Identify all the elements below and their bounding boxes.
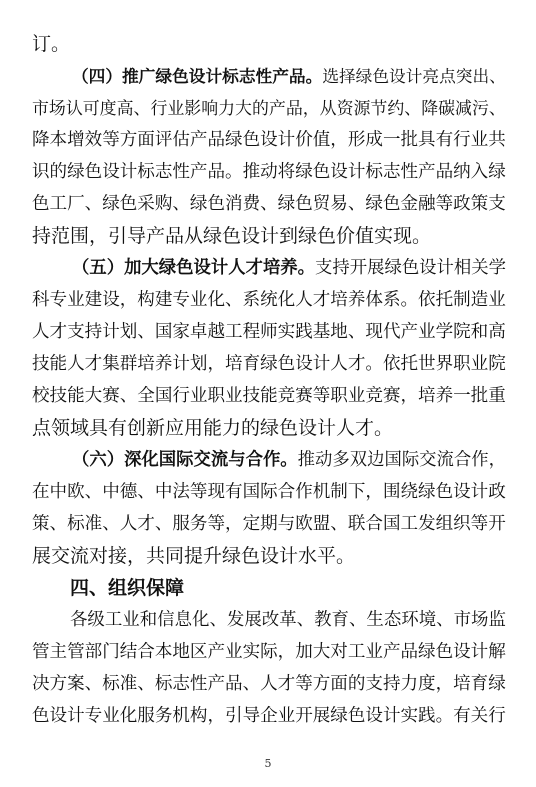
section-heading: 四、组织保障: [70, 577, 185, 599]
line-text: 展交流对接，共同提升绿色设计水平。: [32, 545, 356, 567]
line-text: 各级工业和信息化、发展改革、教育、生态环境、市场监: [70, 610, 506, 630]
paragraph-line: [0, 156, 536, 188]
paragraph-line: [0, 636, 536, 668]
line-text: 策、标准、人才、服务等，定期与欧盟、联合国工发组织等开: [32, 514, 506, 534]
subsection-heading: （五）加大绿色设计人才培养。: [72, 258, 316, 278]
paragraph-line: [0, 668, 536, 700]
line-text: 识的绿色设计标志性产品。推动将绿色设计标志性产品纳入绿: [32, 162, 506, 182]
paragraph-line: [0, 252, 536, 284]
paragraph-line: [0, 92, 536, 124]
line-text: 点领域具有创新应用能力的绿色设计人才。: [32, 417, 394, 439]
line-text: 管主管部门结合本地区产业实际，加大对工业产品绿色设计解: [32, 642, 506, 662]
line-text: 降本增效等方面评估产品绿色设计价值，形成一批具有行业共: [32, 130, 506, 150]
paragraph-line: [0, 604, 536, 636]
line-text: 决方案、标准、标志性产品、人才等方面的支持力度，培育绿: [32, 674, 506, 694]
line-text: 推动多双边国际交流合作，: [297, 450, 506, 470]
paragraph-line: [0, 284, 536, 316]
line-text: 科专业建设，构建专业化、系统化人才培养体系。依托制造业: [32, 290, 506, 310]
subsection-heading: （六）深化国际交流与合作。: [72, 450, 298, 470]
paragraph-line: [0, 124, 536, 156]
line-text: 选择绿色设计亮点突出、: [322, 67, 506, 86]
paragraph-line: [0, 28, 536, 60]
paragraph-line: [0, 60, 536, 92]
line-text: 订。: [32, 33, 71, 55]
line-text: 色设计专业化服务机构，引导企业开展绿色设计实践。有关行: [32, 706, 506, 726]
line-text: 色工厂、绿色采购、绿色消费、绿色贸易、绿色金融等政策支: [32, 194, 506, 214]
subsection-heading: （四）推广绿色设计标志性产品。: [72, 66, 323, 86]
paragraph-line: [0, 540, 536, 572]
paragraph-line: [0, 188, 536, 220]
line-text: 在中欧、中德、中法等现有国际合作机制下，围绕绿色设计政: [32, 482, 506, 502]
paragraph-line: [0, 412, 536, 444]
line-text: 持范围，引导产品从绿色设计到绿色价值实现。: [32, 225, 432, 247]
line-text: 人才支持计划、国家卓越工程师实践基地、现代产业学院和高: [32, 322, 506, 342]
line-text: 技能人才集群培养计划，培育绿色设计人才。依托世界职业院: [32, 354, 506, 374]
paragraph-line: [0, 508, 536, 540]
paragraph-line: [0, 572, 536, 604]
paragraph-line: [0, 444, 536, 476]
paragraph-line: [0, 700, 536, 732]
paragraph-line: [0, 316, 536, 348]
page-number: 5: [264, 757, 272, 770]
paragraph-line: [0, 348, 536, 380]
line-text: 校技能大赛、全国行业职业技能竞赛等职业竞赛，培养一批重: [32, 386, 506, 406]
line-text: 支持开展绿色设计相关学: [315, 258, 506, 278]
paragraph-line: [0, 220, 536, 252]
paragraph-line: [0, 380, 536, 412]
paragraph-line: [0, 476, 536, 508]
line-text: 市场认可度高、行业影响力大的产品，从资源节约、降碳减污、: [32, 98, 506, 118]
